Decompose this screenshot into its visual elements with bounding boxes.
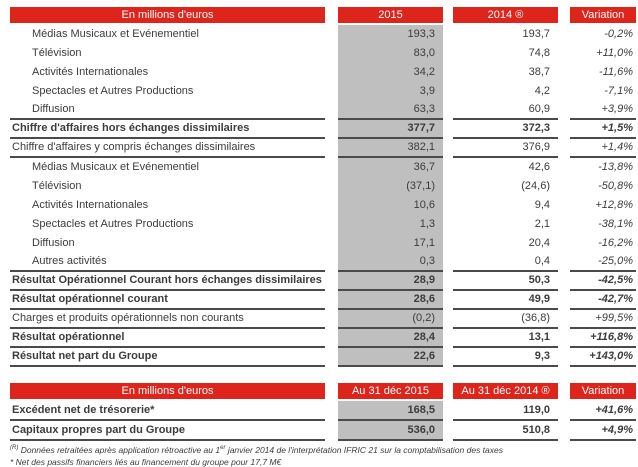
footnote-restated-data <box>10 445 632 457</box>
column-gap <box>443 215 453 234</box>
column-gap <box>325 421 338 441</box>
value-variation: -25,0% <box>570 253 636 272</box>
ordinal-suffix: er <box>220 445 226 452</box>
row-label: Télévision <box>32 47 82 59</box>
column-gap <box>325 215 338 234</box>
value-2015: 22,6 <box>338 348 443 367</box>
column-gap <box>443 253 453 272</box>
column-gap <box>325 44 338 63</box>
column-gap <box>325 7 338 23</box>
column-gap <box>325 291 338 310</box>
value-variation: -42,5% <box>570 272 636 291</box>
table-row <box>10 291 636 310</box>
value-2015: 36,7 <box>338 158 443 177</box>
footnote-marker: (R) <box>10 445 19 452</box>
column-gap <box>443 383 453 399</box>
column-gap <box>558 401 570 421</box>
column-gap <box>325 234 338 253</box>
column-header-2014: 2014 ® <box>453 7 558 23</box>
footnotes <box>10 445 632 467</box>
value-2015: 28,4 <box>338 329 443 348</box>
table-row <box>10 120 636 139</box>
value-variation: +3,9% <box>570 101 636 120</box>
column-gap <box>325 329 338 348</box>
table-row <box>10 253 636 272</box>
value-variation: -42,7% <box>570 291 636 310</box>
table-row <box>10 101 636 120</box>
column-gap <box>325 401 338 421</box>
column-gap <box>443 421 453 441</box>
column-gap <box>443 158 453 177</box>
row-label: Résultat net part du Groupe <box>10 348 325 367</box>
value-2015: 0,3 <box>338 253 443 272</box>
column-gap <box>558 120 570 139</box>
column-header-2014: Au 31 déc 2014 ® <box>453 383 558 399</box>
value-2015: 10,6 <box>338 196 443 215</box>
column-gap <box>325 63 338 82</box>
column-gap <box>325 310 338 329</box>
column-gap <box>443 63 453 82</box>
value-2015: 28,9 <box>338 272 443 291</box>
value-2014: 119,0 <box>453 401 558 421</box>
row-label: Résultat opérationnel <box>10 329 325 348</box>
value-2015: 168,5 <box>338 401 443 421</box>
value-2014: 49,9 <box>453 291 558 310</box>
column-gap <box>443 401 453 421</box>
table-header-row <box>10 383 636 399</box>
column-gap <box>558 272 570 291</box>
value-variation: +143,0% <box>570 348 636 367</box>
value-2014: 376,9 <box>453 139 558 158</box>
column-header-variation: Variation <box>570 7 636 23</box>
column-gap <box>325 272 338 291</box>
value-2014: 9,4 <box>534 199 550 211</box>
table-row <box>10 421 636 441</box>
value-2015: 63,3 <box>338 101 443 120</box>
column-gap <box>558 25 570 44</box>
income-statement-table <box>10 0 636 367</box>
column-gap <box>558 101 570 120</box>
column-gap <box>558 158 570 177</box>
table-row <box>10 44 636 63</box>
value-2015: 28,6 <box>338 291 443 310</box>
value-variation: +4,9% <box>570 421 636 441</box>
value-variation: -7,1% <box>604 85 633 97</box>
value-2014: 50,3 <box>453 272 558 291</box>
row-label: Diffusion <box>10 101 325 120</box>
footnote-text: janvier 2014 de l'interprétation IFRIC 21 sur la comptabilisation des taxes <box>225 445 503 455</box>
table-header-row <box>10 7 636 23</box>
table-row <box>10 25 636 44</box>
column-gap <box>443 120 453 139</box>
column-gap <box>443 348 453 367</box>
row-label: Spectacles et Autres Productions <box>32 218 194 230</box>
value-variation: -0,2% <box>604 28 633 40</box>
row-label: Résultat Opérationnel Courant hors échanges dissimilaires <box>10 272 325 291</box>
column-gap <box>443 139 453 158</box>
column-gap <box>558 421 570 441</box>
balance-table-body <box>10 401 636 441</box>
table-row <box>10 139 636 158</box>
column-gap <box>325 177 338 196</box>
value-2015: 382,1 <box>338 139 443 158</box>
column-gap <box>558 139 570 158</box>
column-gap <box>325 101 338 120</box>
value-variation: +99,5% <box>570 310 636 329</box>
value-2015: 1,3 <box>338 215 443 234</box>
column-gap <box>443 25 453 44</box>
value-variation: +11,0% <box>596 47 633 59</box>
value-2015: 377,7 <box>338 120 443 139</box>
table-row <box>10 82 636 101</box>
value-variation: +1,5% <box>570 120 636 139</box>
column-gap <box>443 196 453 215</box>
column-gap <box>443 44 453 63</box>
value-variation: -11,6% <box>598 66 633 78</box>
row-label: Télévision <box>32 180 82 192</box>
value-2014: 0,4 <box>453 253 558 272</box>
value-2014: 510,8 <box>453 421 558 441</box>
row-label: Diffusion <box>32 237 75 249</box>
column-gap <box>443 177 453 196</box>
value-variation: -50,8% <box>598 180 633 192</box>
value-2014: (36,8) <box>453 310 558 329</box>
column-gap <box>558 329 570 348</box>
column-gap <box>443 234 453 253</box>
column-header-2015: 2015 <box>338 7 443 23</box>
table-row <box>10 272 636 291</box>
row-label: Médias Musicaux et Evénementiel <box>32 161 199 173</box>
value-2014: 60,9 <box>453 101 558 120</box>
value-2014: 74,8 <box>528 47 550 59</box>
row-label: Spectacles et Autres Productions <box>32 85 194 97</box>
balance-items-table <box>10 383 636 441</box>
column-gap <box>325 383 338 399</box>
column-header-2015: Au 31 déc 2015 <box>338 383 443 399</box>
value-2014: 42,6 <box>528 161 550 173</box>
income-table-body <box>10 25 636 367</box>
value-variation: -38,1% <box>598 218 633 230</box>
column-header-variation: Variation <box>570 383 636 399</box>
value-2014: 20,4 <box>528 237 550 249</box>
row-label: Chiffre d'affaires y compris échanges dissimilaires <box>10 139 325 158</box>
value-variation: +116,8% <box>570 329 636 348</box>
column-gap <box>558 348 570 367</box>
column-gap <box>325 25 338 44</box>
column-gap <box>325 158 338 177</box>
column-gap <box>443 272 453 291</box>
column-gap <box>558 82 570 101</box>
row-label: Excédent net de trésorerie* <box>10 401 325 421</box>
column-gap <box>558 7 570 23</box>
table-row <box>10 177 636 196</box>
column-gap <box>558 291 570 310</box>
value-variation: -13,8% <box>598 161 633 173</box>
column-header-label: En millions d'euros <box>10 383 325 399</box>
column-gap <box>443 101 453 120</box>
value-2014: (24,6) <box>521 180 550 192</box>
footnote-text: * Net des passifs financiers liés au financement du groupe pour 17,7 M€ <box>10 456 282 467</box>
value-2015: 536,0 <box>338 421 443 441</box>
table-row <box>10 348 636 367</box>
value-variation: +1,4% <box>570 139 636 158</box>
table-row <box>10 401 636 421</box>
table-row <box>10 329 636 348</box>
footnote-net-cash <box>10 457 632 467</box>
column-gap <box>558 177 570 196</box>
column-gap <box>325 139 338 158</box>
value-2014: 2,1 <box>534 218 550 230</box>
value-2014: 193,7 <box>522 28 550 40</box>
column-gap <box>325 348 338 367</box>
value-variation: +41,6% <box>570 401 636 421</box>
table-row <box>10 63 636 82</box>
column-gap <box>558 63 570 82</box>
row-label: Résultat opérationnel courant <box>10 291 325 310</box>
column-gap <box>443 329 453 348</box>
row-label: Activités Internationales <box>32 66 149 78</box>
column-gap <box>558 310 570 329</box>
column-gap <box>558 383 570 399</box>
row-label: Charges et produits opérationnels non courants <box>10 310 325 329</box>
column-gap <box>558 44 570 63</box>
table-row <box>10 215 636 234</box>
value-variation: +12,8% <box>595 199 633 211</box>
value-2014: 9,3 <box>453 348 558 367</box>
row-label: Activités Internationales <box>32 199 149 211</box>
value-2014: 4,2 <box>534 85 550 97</box>
column-gap <box>325 82 338 101</box>
column-gap <box>325 120 338 139</box>
value-2015: 193,3 <box>338 25 443 44</box>
column-gap <box>443 310 453 329</box>
column-gap <box>443 7 453 23</box>
value-2014: 372,3 <box>453 120 558 139</box>
column-gap <box>558 253 570 272</box>
table-row <box>10 158 636 177</box>
column-gap <box>558 196 570 215</box>
column-gap <box>443 291 453 310</box>
column-gap <box>558 234 570 253</box>
table-row <box>10 196 636 215</box>
value-2015: 34,2 <box>338 63 443 82</box>
value-2014: 13,1 <box>453 329 558 348</box>
value-2015: 3,9 <box>338 82 443 101</box>
value-2014: 38,7 <box>528 66 550 78</box>
value-2015: 17,1 <box>338 234 443 253</box>
table-row <box>10 310 636 329</box>
row-label: Autres activités <box>10 253 325 272</box>
column-gap <box>325 196 338 215</box>
value-2015: (0,2) <box>338 310 443 329</box>
value-2015: 83,0 <box>338 44 443 63</box>
value-2015: (37,1) <box>338 177 443 196</box>
column-gap <box>325 253 338 272</box>
value-variation: -16,2% <box>598 237 633 249</box>
row-label: Capitaux propres part du Groupe <box>10 421 325 441</box>
footnote-text: Données retraitées après application rétroactive au 1 <box>18 445 221 455</box>
column-gap <box>443 82 453 101</box>
table-row <box>10 234 636 253</box>
column-header-label: En millions d'euros <box>10 7 325 23</box>
row-label: Médias Musicaux et Evénementiel <box>32 28 199 40</box>
column-gap <box>558 215 570 234</box>
row-label: Chiffre d'affaires hors échanges dissimilaires <box>10 120 325 139</box>
